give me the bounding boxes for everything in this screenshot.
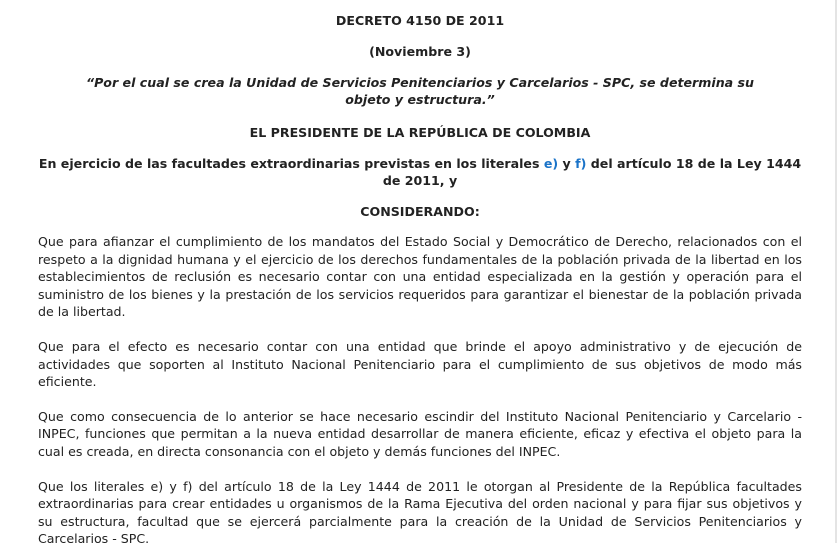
president-heading: EL PRESIDENTE DE LA REPÚBLICA DE COLOMBIA — [249, 125, 591, 140]
decree-title: DECRETO 4150 DE 2011 — [335, 13, 505, 28]
powers-statement — [38, 155, 802, 189]
literal-f-link[interactable]: f) — [575, 156, 587, 171]
considerando-paragraph-2: Que para el efecto es necesario contar con una entidad que brinde el apoyo administrativo y de ejecución de actividades que soporten al Instituto Nacional Penitenciario para el cumplimiento de sus objetivos de modo más eficiente. — [38, 338, 802, 390]
powers-text-before: En ejercicio de las facultades extraordinarias previstas en los literales — [38, 156, 544, 171]
considerando-paragraph-4: Que los literales e) y f) del artículo 18 de la Ley 1444 de 2011 le otorgan al Presidente de la República facultades extraordinarias para crear entidades u organismos de la Rama Ejecutiva del orden nacional y para fijar sus objetivos y su estructura, facultad que se ejercerá parcialmente para la creación de la Unidad de Servicios Penitenciarios y Carcelarios - SPC. — [38, 478, 802, 547]
powers-text-between: y — [558, 156, 576, 171]
decree-subject: “Por el cual se crea la Unidad de Servicios Penitenciarios y Carcelarios - SPC, se determina su objeto y estructura.” — [85, 75, 755, 107]
considerando-heading: CONSIDERANDO: — [360, 204, 480, 219]
considerando-paragraph-3: Que como consecuencia de lo anterior se hace necesario escindir del Instituto Nacional Penitenciario y Carcelario - INPEC, funciones que permitan a la nueva entidad desarrollar de manera eficiente, eficaz y efectiva el objeto para la cual es creada, en directa consonancia con el objeto y demás funciones del INPEC. — [38, 408, 802, 459]
considerando-paragraph-1: Que para afianzar el cumplimiento de los mandatos del Estado Social y Democrático de Derecho, relacionados con el respeto a la dignidad humana y el ejercicio de los derechos fundamentales de la población privada de la libertad en los establecimientos de reclusión es necesario contar con una entidad especializada en la gestión y operación para el suministro de los bienes y la prestación de los servicios requeridos para garantizar el bienestar de la población privada de la libertad. — [38, 234, 802, 320]
decree-date: (Noviembre 3) — [369, 44, 471, 59]
powers-text-after: del artículo 18 de la Ley 1444 de 2011, y — [382, 156, 802, 188]
literal-e-link[interactable]: e) — [543, 156, 559, 171]
decree-document — [38, 0, 802, 548]
